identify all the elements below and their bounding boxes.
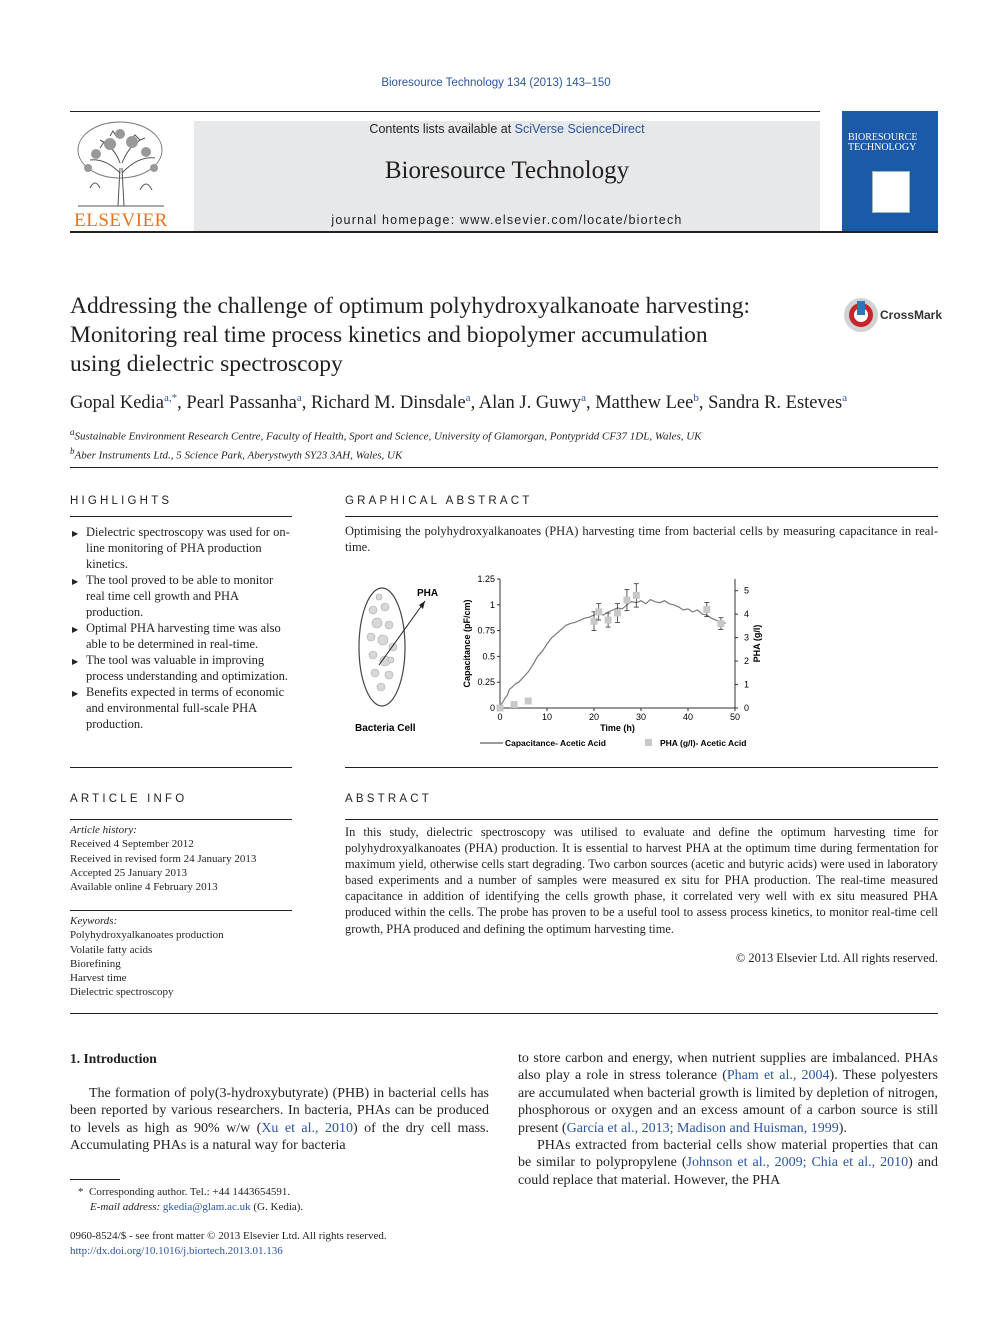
keywords-list [70,928,292,999]
affiliation-b-text: Aber Instruments Ltd., 5 Science Park, Aberystwyth SY23 3AH, Wales, UK [74,449,403,462]
email-suffix: (G. Kedia). [250,1200,304,1213]
footnote-block [70,1185,490,1214]
graphical-abstract-rule-top [345,516,938,517]
author-affiliation-mark[interactable]: a [296,392,302,404]
abstract-heading: ABSTRACT [345,793,432,805]
author-name: Alan J. Guwy [478,393,582,414]
front-matter-rule [70,467,938,468]
pha-data-point [497,705,504,712]
keyword-item[interactable]: Dielectric spectroscopy [70,986,174,999]
contents-prefix: Contents lists available at [369,122,515,136]
graphical-abstract-rule-bottom [345,767,938,768]
bacteria-cell-drawing [359,588,425,706]
capacitance-series-line [500,600,726,706]
abstract-copyright: © 2013 Elsevier Ltd. All rights reserved. [735,951,938,965]
keywords-label: Keywords: [70,915,118,927]
legend-pha-swatch [645,739,652,746]
y2-axis-label: PHA (g/l) [752,624,762,663]
history-list [70,837,292,894]
pha-data-point [591,618,598,625]
highlight-item: ▶ The tool was valuable in improving process understanding and optimization. [72,652,294,684]
journal-reference[interactable]: Bioresource Technology 134 (2013) 143–150 [381,77,611,89]
title-line-1: Addressing the challenge of optimum polyhydroxyalkanoate harvesting: [70,293,751,319]
journal-cover [842,111,938,231]
intro-left-text-2: ) of the dry cell mass. Accumulating PHAs is a natural way for bacteria [70,1120,489,1154]
y-tick-label: 0 [489,703,495,713]
intro-right-text-3: ). [838,1120,847,1136]
email-label: E-mail address: [90,1200,163,1213]
graphical-abstract-heading: GRAPHICAL ABSTRACT [345,495,533,507]
history-item: Accepted 25 January 2013 [70,866,187,879]
pha-data-point [703,606,710,613]
issn-line: 0960-8524/$ - see front matter © 2013 Elsevier Ltd. All rights reserved. [70,1230,387,1242]
y-tick-label: 1 [489,599,495,610]
y2-tick-label: 0 [744,703,750,713]
article-info-heading: ARTICLE INFO [70,793,188,805]
introduction-right-column [518,1050,938,1189]
introduction-left-paragraph [70,1085,489,1155]
article-title [70,292,840,379]
author-name: Pearl Passanha [186,393,297,414]
history-item: Received in revised form 24 January 2013 [70,852,257,865]
abstract-text: In this study, dielectric spectroscopy was utilised to evaluate and define the optimum harvesting time for polyhydroxyalkanoates (PHA) production. It is essential to harvest PHA at the optimum time during fermentation for maximum yield, otherwise cells start degrading. Two carbon sources (acetic and butyric acids) were used in laboratory based experiments and a number of samples were measured ex situ for PHA production. The real-time measured capacitance in addition of identifying the cells growth phase, it correlated very well with ex situ measured PHA produced within the cells. The probe has proven to be a useful tool to assess process kinetics, to monitor real-time cell growth, PHA produced and defining the optimum harvesting time. [345,825,938,936]
author-name: Matthew Lee [595,393,694,414]
pha-data-point [595,608,602,615]
pha-data-point [614,610,621,617]
highlights-rule-bottom [70,767,292,768]
journal-header-box [194,121,820,231]
article-info-rule-top [70,819,292,820]
intro-right-text-4: PHAs extracted from bacterial cells show material properties that can be similar to polypropylene ( [518,1138,938,1171]
article-info-rule-mid [70,910,292,911]
y-tick-label: 1.25 [477,574,495,584]
x-tick-label: 0 [497,712,503,722]
author-list [70,392,950,414]
affiliation-b [70,444,950,463]
citation-garcia-madison[interactable]: García et al., 2013; Madison and Huisman, 1999 [566,1120,839,1136]
highlight-item: ▶ Dielectric spectroscopy was used for on-line monitoring of PHA production kinetics. [72,524,294,572]
article-history [70,823,292,894]
graphical-abstract-svg [345,565,938,760]
elsevier-tree-icon [70,118,172,210]
highlights-rule-top [70,516,292,517]
keyword-item[interactable]: Biorefining [70,957,121,970]
author-separator: , [301,393,312,414]
graphical-abstract-figure [345,565,938,760]
y-tick-label: 0.5 [482,651,495,662]
elsevier-wordmark: ELSEVIER [74,210,168,231]
crossmark-badge[interactable] [843,297,943,335]
header-bottom-rule [70,231,938,233]
keyword-item[interactable]: Harvest time [70,972,127,985]
title-line-3: using dielectric spectroscopy [70,351,343,377]
citation-johnson-chia[interactable]: Johnson et al., 2009; Chia et al., 2010 [686,1155,909,1171]
pha-data-point [511,701,518,708]
y-tick-label: 0.25 [477,677,495,688]
highlight-item: ▶ Benefits expected in terms of economic and environmental full-scale PHA production. [72,684,294,732]
cover-title: BIORESOURCE TECHNOLOGY [848,132,918,153]
author-affiliation-mark[interactable]: b [693,392,699,404]
intro-left-text-1: The formation of poly(3-hydroxybutyrate) (PHB) in bacterial cells has been reported by various researchers. In bacteria, PHAs can be produced to levels as high as 90% w/w ( [70,1086,489,1136]
email-link[interactable]: gkedia@glam.ac.uk [162,1200,251,1213]
y-axis-label: Capacitance (pF/cm) [462,599,472,688]
pha-data-point [605,617,612,624]
x-tick-label: 20 [588,712,600,722]
graphical-abstract-caption: Optimising the polyhydroxyalkanoates (PHA) harvesting time from bacterial cells by measuring capacitance in real-time. [345,524,938,554]
y2-tick-label: 1 [744,679,750,690]
doi-link[interactable]: http://dx.doi.org/10.1016/j.biortech.2013.01.136 [70,1245,283,1257]
pha-data-point [623,597,630,604]
crossmark-label: CrossMark [880,308,943,322]
y-tick-label: 0.75 [477,625,495,636]
y2-tick-label: 4 [744,609,750,620]
email-line [70,1200,490,1215]
introduction-heading: 1. Introduction [70,1051,157,1066]
author-name: Sandra R. Esteves [708,393,843,414]
history-item: Available online 4 February 2013 [70,881,218,894]
y2-tick-label: 3 [744,632,750,643]
x-tick-label: 30 [635,712,647,722]
author-name: Gopal Kedia [70,393,165,414]
intro-right-text-1: to store carbon and energy, when nutrient supplies are imbalanced. PHAs also play a role in stress tolerance ( [518,1051,938,1084]
cover-image [872,171,910,213]
elsevier-logo [70,118,172,232]
intro-right-text-2: ). These polyesters are accumulated when bacterial growth is limited by depletion of nitrogen, phosphorous or oxygen and an excess amount of a carbon source is still present ( [518,1068,938,1136]
affiliation-b-mark: b [70,445,75,456]
footnote-rule [70,1179,120,1180]
pha-arrow-label: PHA [417,588,439,599]
y2-tick-label: 2 [744,656,750,667]
pha-data-point [525,697,532,704]
legend-capacitance-label: Capacitance- Acetic Acid [505,738,606,748]
author-name: Richard M. Dinsdale [311,393,466,414]
intro-right-paragraph-2 [518,1137,938,1189]
author-separator: , [585,393,596,414]
intro-right-text-5: ) and could replace that material. However, the PHA [518,1155,938,1188]
author-separator: , [698,393,709,414]
keyword-item[interactable]: Polyhydroxyalkanoates production [70,929,224,942]
citation-xu-2010[interactable]: Xu et al., 2010 [261,1120,353,1136]
crossmark-icon [843,297,879,333]
footnote-corr: Corresponding author. Tel.: +44 1443654591. [89,1186,291,1198]
y2-tick-label: 5 [744,585,750,596]
bacteria-cell-label: Bacteria Cell [355,723,416,734]
affiliation-a-text: Sustainable Environment Research Centre, Faculty of Health, Sport and Science, University of Glamorgan, Pontypridd CF37 1DL, Wales, UK [74,430,702,443]
highlight-item: ▶ The tool proved to be able to monitor real time cell growth and PHA production. [72,572,294,620]
affiliation-a-mark: a [70,427,75,437]
history-item: Received 4 September 2012 [70,838,194,851]
corresponding-author [70,1185,490,1200]
title-line-2: Monitoring real time process kinetics and biopolymer accumulation [70,322,708,348]
author-affiliation-mark[interactable]: a [842,392,848,404]
homepage-prefix: journal homepage: [331,213,461,227]
x-axis-label: Time (h) [600,723,635,733]
sciencedirect-link[interactable]: SciVerse ScienceDirect [514,122,645,136]
affiliations [70,425,950,462]
pha-data-point [633,592,640,599]
footnote-mark: * [78,1186,84,1198]
x-tick-label: 40 [682,712,694,722]
abstract-rule-bottom [70,1013,938,1014]
history-label: Article history: [70,824,137,836]
author-affiliation-mark[interactable]: a [581,392,586,404]
intro-right-paragraph-1 [518,1050,938,1137]
homepage-link[interactable]: www.elsevier.com/locate/biortech [460,213,683,227]
author-separator: , [470,393,479,414]
homepage-line [194,213,820,227]
author-affiliation-mark[interactable]: a,* [164,392,178,404]
keyword-item[interactable]: Volatile fatty acids [70,943,153,956]
legend-pha-label: PHA (g/l)- Acetic Acid [660,738,747,748]
chart-layer [462,574,762,748]
keywords-block [70,914,292,1000]
citation-pham-2004[interactable]: Pham et al., 2004 [726,1068,830,1084]
contents-line [194,122,820,136]
header-top-rule [70,111,820,112]
pha-data-point [717,620,724,627]
x-tick-label: 10 [541,712,553,722]
journal-title: Bioresource Technology [384,157,630,184]
abstract-rule-top [345,819,938,820]
highlights-heading: HIGHLIGHTS [70,495,173,507]
author-affiliation-mark[interactable]: a [465,392,471,404]
author-separator: , [177,393,187,414]
x-tick-label: 50 [729,712,741,722]
highlight-item: ▶ Optimal PHA harvesting time was also able to be determined in real-time. [72,620,294,652]
highlights-list [72,524,294,732]
affiliation-a [70,425,950,444]
